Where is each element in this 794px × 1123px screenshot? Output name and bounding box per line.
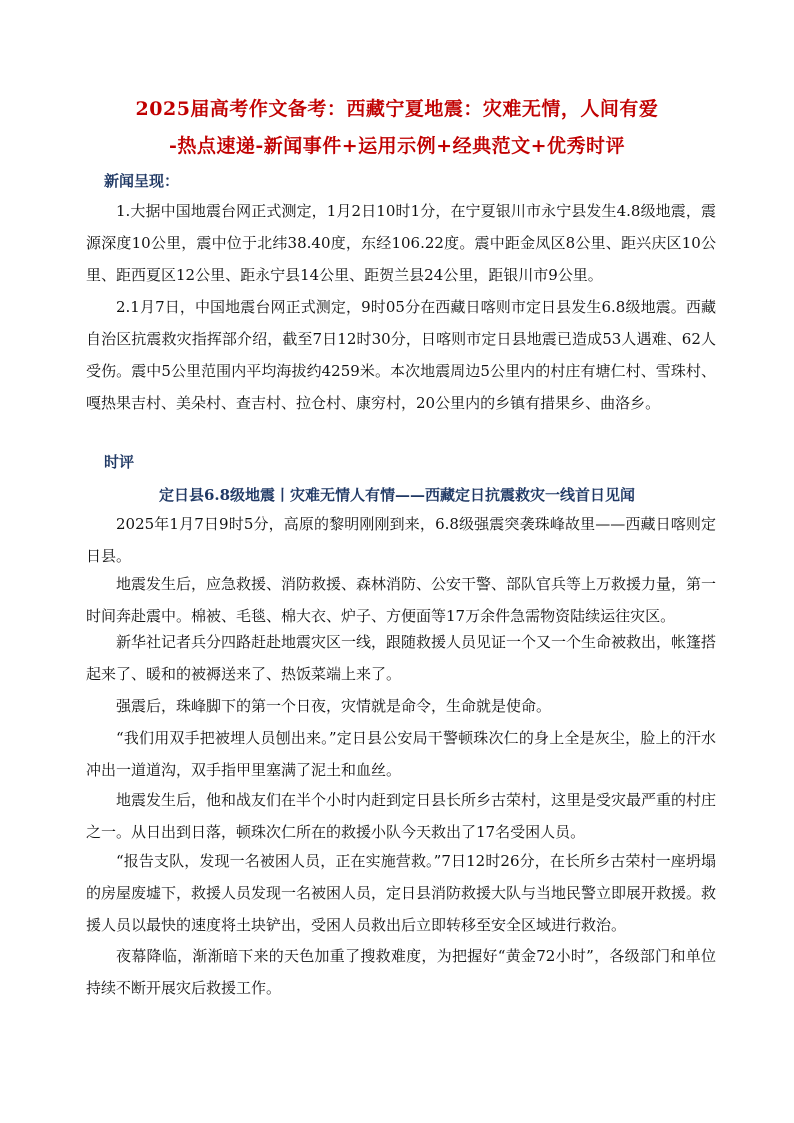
paragraph-6: 地震发生后，他和战友们在半个小时内赶到定日县长所乡古荣村，这里是受灾最严重的村庄之一。从日出到日落，顿珠次仁所在的救援小队今天救出了17名受困人员。 <box>86 791 717 841</box>
news-heading: 新闻呈现： <box>104 172 180 190</box>
paragraph-8: 夜幕降临，渐渐暗下来的天色加重了搜救难度，为把握好“黄金72小时”，各级部门和单位持续不断开展灾后救援工作。 <box>86 947 716 997</box>
document-title: 2025届高考作文备考：西藏宁夏地震：灾难无情，人间有爱 <box>135 98 659 120</box>
paragraph-1: 2025年1月7日9时5分，高原的黎明刚刚到来，6.8级强震突袭珠峰故里——西藏日喀则定日县。 <box>86 515 716 565</box>
paragraph-5: “我们用双手把被埋人员刨出来。”定日县公安局干警顿珠次仁的身上全是灰尘，脸上的汗水冲出一道道沟，双手指甲里塞满了泥土和血丝。 <box>86 729 716 779</box>
document-subtitle: -热点速递-新闻事件+运用示例+经典范文+优秀时评 <box>168 135 626 157</box>
news-item-1: 1.大据中国地震台网正式测定，1月2日10时1分，在宁夏银川市永宁县发生4.8级地震，震源深度10公里，震中位于北纬38.40度，东经106.22度。震中距金凤区8公里、距兴庆区10公里、距西夏区12公里、距永宁县14公里、距贺兰县24公里，距银川市9公里。 <box>86 202 716 284</box>
paragraph-2: 地震发生后，应急救援、消防救援、森林消防、公安干警、部队官兵等上万救援力量，第一时间奔赴震中。棉被、毛毯、棉大衣、炉子、方便面等17万余件急需物资陆续运往灾区。 <box>86 575 717 625</box>
news-item-2: 2.1月7日，中国地震台网正式测定，9时05分在西藏日喀则市定日县发生6.8级地震。西藏自治区抗震救灾指挥部介绍，截至7日12时30分，日喀则市定日县地震已造成53人遇难、62人受伤。震中5公里范围内平均海拔约4259米。本次地震周边5公里内的村庄有塘仁村、雪珠村、嘎热果吉村、美朵村、查吉村、拉仓村、康穷村，20公里内的乡镇有措果乡、曲洛乡。 <box>86 298 716 412</box>
paragraph-3: 新华社记者兵分四路赶赴地震灾区一线，跟随救援人员见证一个又一个生命被救出，帐篷搭起来了、暖和的被褥送来了、热饭菜端上来了。 <box>86 633 717 683</box>
article-title: 定日县6.8级地震丨灾难无情人有情——西藏定日抗震救灾一线首日见闻 <box>158 486 636 504</box>
paragraph-4: 强震后，珠峰脚下的第一个日夜，灾情就是命令，生命就是使命。 <box>116 697 552 715</box>
paragraph-7: “报告支队，发现一名被困人员，正在实施营救。”7日12时26分，在长所乡古荣村一座坍塌的房屋废墟下，救援人员发现一名被困人员，定日县消防救援大队与当地民警立即展开救援。救援人员以最快的速度将土块铲出，受困人员救出后立即转移至安全区域进行救治。 <box>86 852 717 934</box>
commentary-heading: 时评 <box>104 453 135 471</box>
